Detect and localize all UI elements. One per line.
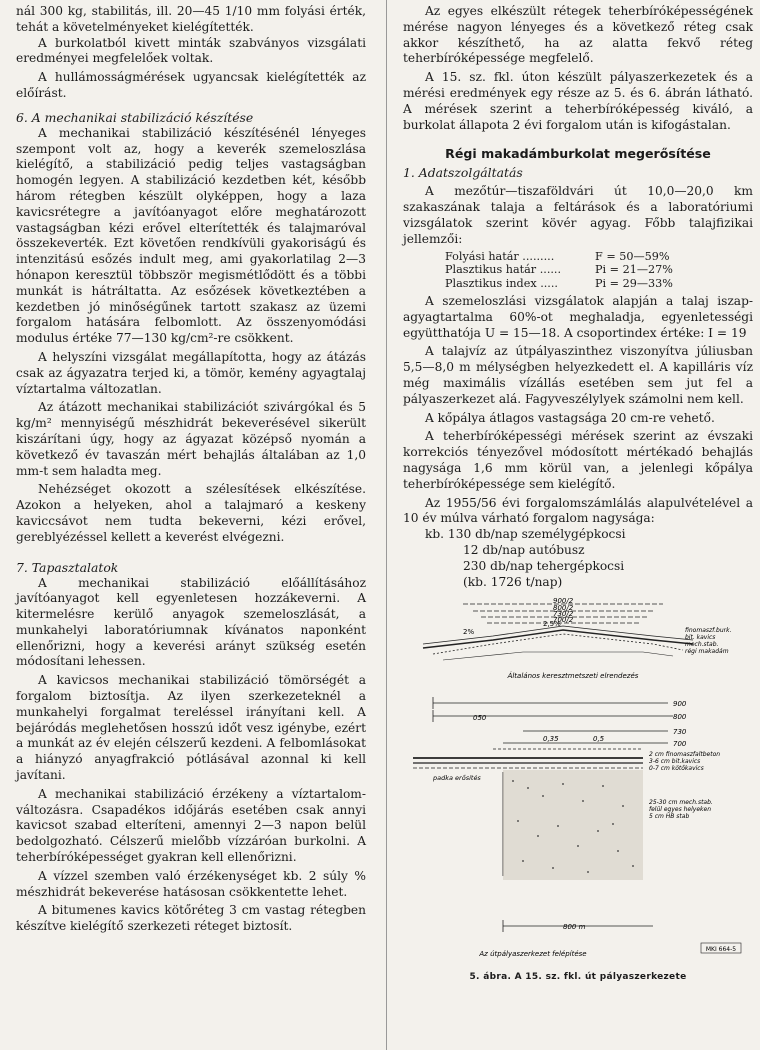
- layer-legend: 3-6 cm bit.kavics: [649, 758, 701, 766]
- traffic-item: (kb. 1726 t/nap): [463, 574, 563, 589]
- soil-property-row: [445, 277, 753, 291]
- soil-property-row: [445, 250, 753, 264]
- traffic-item: 230 db/nap tehergépkocsi: [463, 558, 625, 573]
- paragraph: A mechanikai stabilizáció érzékeny a víztartalom-változásra. Csapadékos időjárás esetében csak annyi kavicsot szabad elteríteni, amennyi 2—3 napon belül bedolgozható. Célszerű mielőbb vízzáróan burkolni. A teherbíróképességet gyakran kell ellenőrizni.: [16, 786, 366, 865]
- traffic-list: [425, 527, 753, 590]
- figure-caption: 5. ábra. A 15. sz. fkl. út pályaszerkezete: [469, 972, 687, 983]
- layer-legend: finomaszf.burk.: [685, 627, 732, 635]
- column-divider: [386, 0, 387, 1050]
- layer-legend: bit. kavics: [685, 634, 716, 642]
- section-heading: 7. Tapasztalatok: [16, 559, 119, 575]
- paragraph: A teherbíróképességi mérések szerint az évszaki korrekciós tényezővel módosított mértékadó behajlás nagysága 1,6 mm körül van, a jelenlegi kőpálya teherbíróképessége sem kielégítő.: [403, 429, 753, 491]
- stamp-label: MKI 664-5: [705, 946, 737, 954]
- property-name: Plasztikus index .....: [445, 277, 558, 291]
- paragraph: A mezőtúr—tiszaföldvári út 10,0—20,0 km szakaszának talaja a feltárások és a laboratóriumi vizsgálatok szerint kövér agyag. Főbb talajfizikai jellemzői:: [403, 184, 753, 246]
- pavement-figure: [403, 596, 753, 982]
- dimension-label: 730/2: [553, 610, 574, 619]
- paragraph: A mechanikai stabilizáció előállításához javítóanyagot kell egyenletesen hozzákeverni. A kitermelésre kerülő anyagok szemeloszlását, a munkahelyi laboratóriumnak kívánatos naponként ellenőrizni, hogy a keverési arányt szükség esetén módosítani lehessen.: [16, 575, 366, 669]
- paragraph: A kavicsos mechanikai stabilizáció tömörségét a forgalom biztosítja. Az ilyen szerkezeteknél a munkahelyi forgalmat tereléssel irányítani kell. A bejáródás meglehetősen hosszú időt vesz igénybe, ezért a munkát az év elején célszerű kezdeni. A felbomlásokat a hiányzó anyagfrakció pótlásával azonnal ki kell javítani.: [16, 673, 366, 783]
- paragraph: A szemeloszlási vizsgálatok alapján a talaj iszap-agyagtartalma 60%-ot meghaladja, egyenletességi együtthatója U = 15—18. A csoportindex értéke: I = 19: [403, 293, 753, 340]
- property-name: Plasztikus határ ......: [445, 263, 562, 277]
- property-value: F = 50—59%: [595, 249, 670, 263]
- traffic-item: 12 db/nap autóbusz: [463, 542, 585, 557]
- dimension-label: 730: [673, 728, 687, 737]
- layer-legend: 2 cm finomaszfaltbeton: [649, 751, 721, 759]
- dimension-label: 800/2: [553, 604, 574, 613]
- layer-legend: felül egyes helyeken: [649, 806, 711, 814]
- traffic-item: kb. 130 db/nap személygépkocsi: [425, 527, 626, 542]
- article-title: Régi makadámburkolat megerősítése: [445, 146, 711, 162]
- paragraph: nál 300 kg, stabilitás, ill. 20—45 1/10 mm folyási érték, tehát a követelményeket kielégítették.: [16, 4, 366, 34]
- layer-legend: 5 cm HB stab: [649, 813, 690, 821]
- paragraph: Az 1955/56 évi forgalomszámlálás alapulvételével a 10 év múlva várható forgalom nagysága:: [403, 495, 753, 526]
- paragraph: A bitumenes kavics kötőréteg 3 cm vastag rétegben készítve kielégítő szerkezeti réteget biztosít.: [16, 903, 366, 934]
- paragraph: Nehézséget okozott a szélesítések elkészítése. Azokon a helyeken, ahol a talajmaró a keskeny kaviccsávot nem tudta bekeverni, kézi erővel, gereblyézéssel kellett a keverést elvégezni.: [16, 482, 366, 544]
- layer-legend: 0-7 cm kötőkavics: [649, 765, 704, 773]
- soil-properties-table: [445, 250, 753, 291]
- right-column: [403, 4, 753, 982]
- dimension-label: 800 m: [563, 923, 586, 932]
- paragraph: A mechanikai stabilizáció készítésénél lényeges szempont volt az, hogy a keverék szemeloszlása kielégítő, a stabilizáció pedig teljes vastagságban homogén legyen. A stabilizáció kezdetben két, később három rétegben készült olyképpen, hogy a laza kavicsrétegre a javítóanyagot előre meghatározott vastagságban kézi erővel elterítették és talajmaróval összekeverték. Ezt követően rendkívüli gyakoriságú és intenzitású esőzés indult meg, ami gyakorlatilag 2—3 hónapon keresztül többször megismétlődött és a többi munkát is hátráltatta. Az esőzések következtében a kezdetben jó minőségűnek tartott szakasz az üzemi forgalom hatására felbomlott. Az összenyomódási modulus értéke 77—130 kg/cm²-re csökkent.: [16, 125, 366, 346]
- dimension-label: 900/2: [553, 597, 574, 606]
- paragraph: A helyszíni vizsgálat megállapította, hogy az átázás csak az ágyazatra terjed ki, a tömör, kemény agyagtalaj víztartalma változatlan.: [16, 349, 366, 396]
- slope-label: 2%: [463, 628, 475, 637]
- dimension-label: 0,5: [593, 735, 605, 744]
- shoulder-label: padka erősítés: [433, 774, 481, 783]
- paragraph: Az átázott mechanikai stabilizációt szivárgókal és 5 kg/m² mennyiségű mészhidrát bekeverésével sikerült kiszárítani úgy, hogy az ágyazat középső nyomán a következő év tavaszán mért behajlás általában az 1,0 mm-t sem haladta meg.: [16, 400, 366, 478]
- layer-legend: mech.stab.: [685, 641, 719, 649]
- property-value: Pi = 29—33%: [595, 277, 673, 291]
- left-column: [16, 4, 366, 935]
- paragraph: A hullámosságmérések ugyancsak kielégítették az előírást.: [16, 70, 366, 100]
- paragraph: A kőpálya átlagos vastagsága 20 cm-re vehető.: [425, 410, 715, 425]
- dimension-label: 050: [473, 714, 487, 723]
- dimension-label: 900: [673, 700, 687, 709]
- paragraph: A burkolatból kivett minták szabványos vizsgálati eredményei megfelelőek voltak.: [16, 35, 366, 66]
- paragraph: A vízzel szemben való érzékenységet kb. 2 súly % mészhidrát bekeverése hatásosan csökkentette lehet.: [16, 868, 366, 899]
- paragraph: A 15. sz. fkl. úton készült pályaszerkezetek és a mérési eredmények egy része az 5. és 6. ábrán látható. A mérések szerint a teherbíróképesség kiváló, a burkolat állapota 2 évi forgalom után is kifogástalan.: [403, 70, 753, 132]
- layer-legend: régi makadám: [685, 648, 729, 656]
- paragraph: A talajvíz az útpályaszinthez viszonyítva júliusban 5,5—8,0 m mélységben helyezkedett el. A kapilláris víz még maximális vízállás esetében sem jut fel a pályaszerkezet alá. Fagyveszélylyek számolni nem kell.: [403, 344, 753, 406]
- figure-subcaption: Az útpályaszerkezet felépítése: [479, 950, 587, 959]
- section-heading: 6. A mechanikai stabilizáció készítése: [16, 109, 254, 125]
- layer-legend: 25-30 cm mech.stab.: [649, 799, 713, 807]
- figure-subcaption: Általános keresztmetszeti elrendezés: [507, 672, 639, 681]
- paragraph: Az egyes elkészült rétegek teherbíróképességének mérése nagyon lényeges és a következő réteg csak akkor készíthető, ha az alatta fekvő réteg teherbíróképessége megfelelő.: [403, 4, 753, 66]
- section-heading: 1. Adatszolgáltatás: [403, 165, 523, 181]
- cross-section-drawing: [403, 596, 753, 966]
- dimension-label: 700: [673, 740, 687, 749]
- dimension-label: 700/2: [553, 616, 574, 625]
- dimension-label: 800: [673, 713, 687, 722]
- slope-label: 2,5%: [543, 620, 561, 629]
- property-value: Pi = 21—27%: [595, 263, 673, 277]
- property-name: Folyási határ .........: [445, 249, 555, 263]
- soil-property-row: [445, 263, 753, 277]
- mechanical-stabilization-hatch: [503, 770, 643, 880]
- dimension-label: 0,35: [543, 735, 559, 744]
